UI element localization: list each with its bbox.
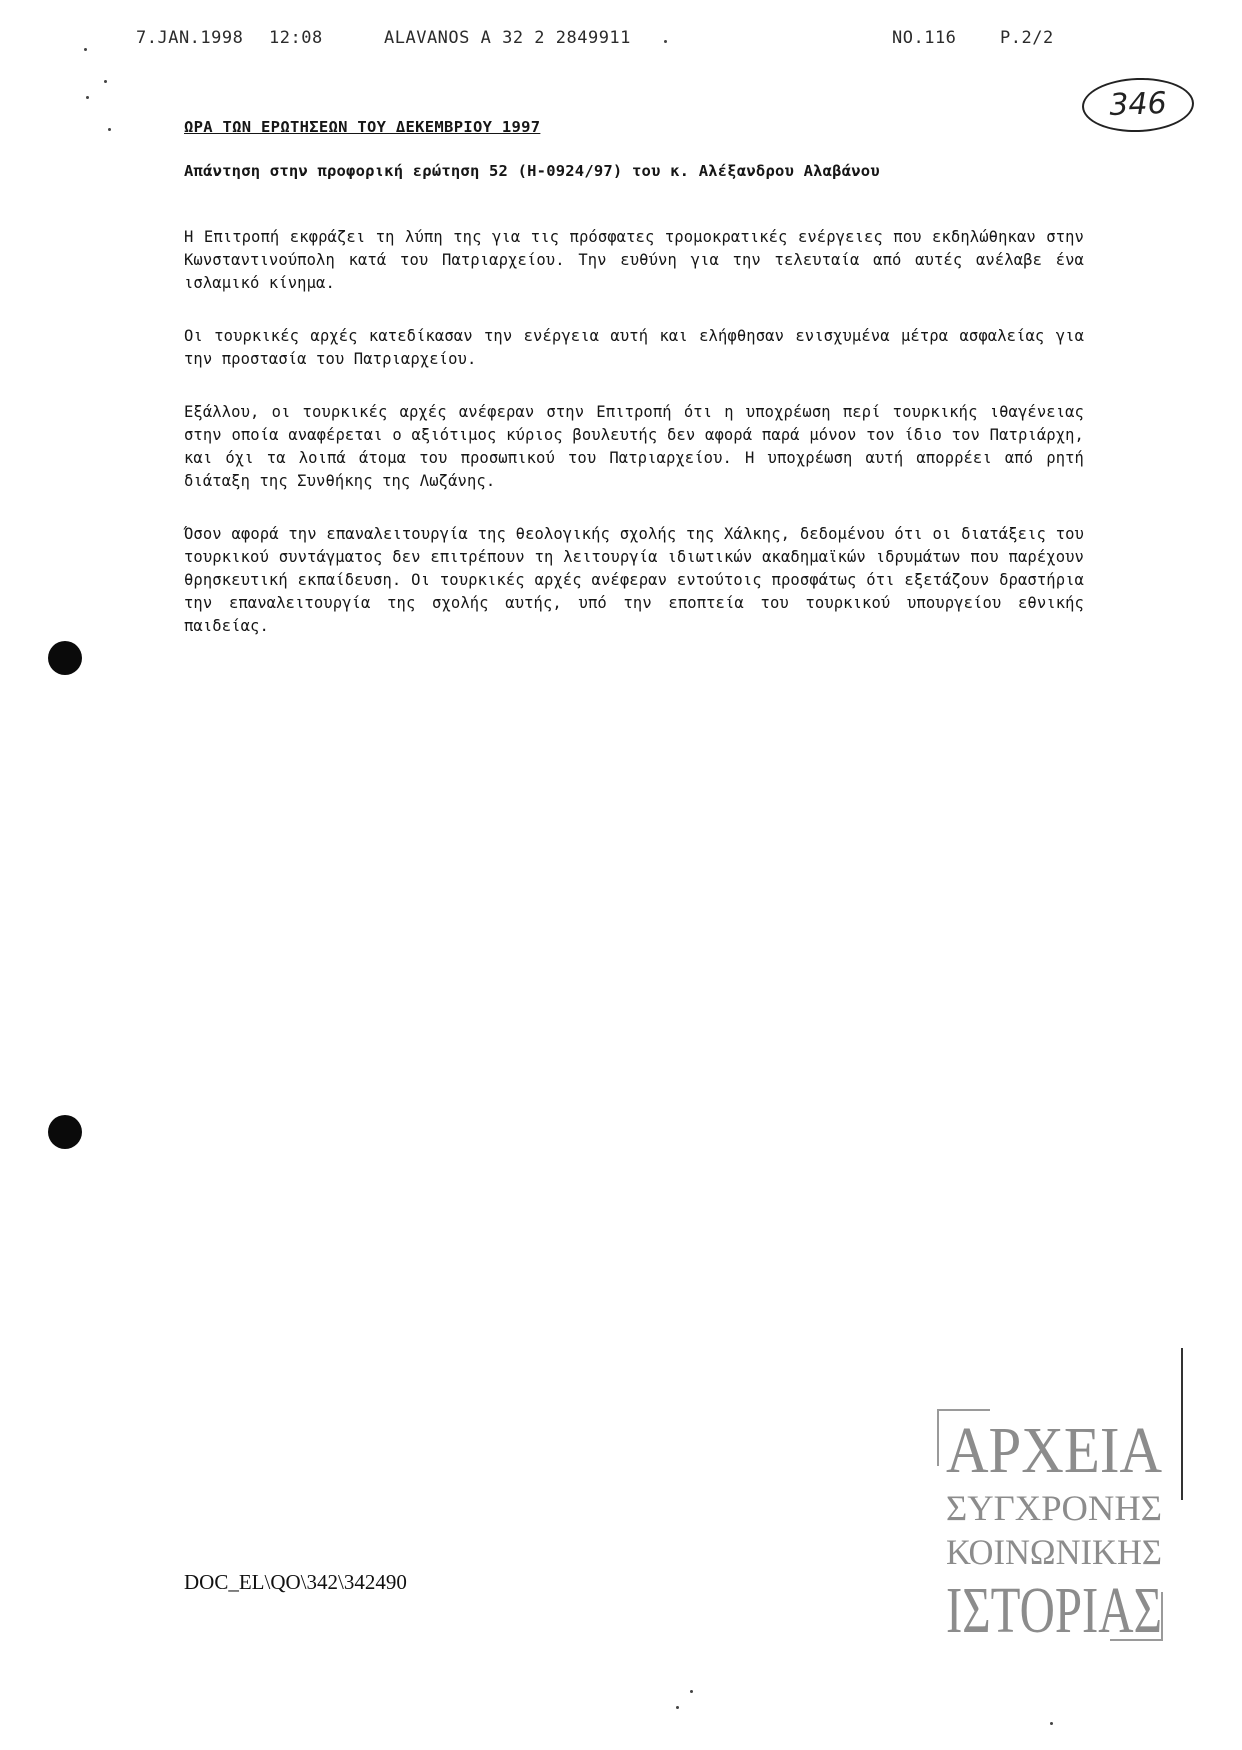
scan-speck <box>1050 1722 1053 1725</box>
scan-speck <box>108 128 111 131</box>
scan-edge-line <box>1181 1348 1183 1500</box>
fax-page: P.2/2 <box>1000 28 1054 48</box>
logo-line-3: ΚΟΙΝΩΝΙΚΗΣ <box>946 1532 1162 1572</box>
scan-speck <box>676 1706 679 1709</box>
answer-body <box>184 226 1084 668</box>
scan-speck <box>690 1690 693 1693</box>
archive-watermark-logo <box>930 1402 1170 1648</box>
paragraph: Εξάλλου, οι τουρκικές αρχές ανέφεραν στην Επιτροπή ότι η υποχρέωση περί τουρκικής ιθαγένειας στην οποία αναφέρεται ο αξιότιμος κύριος βουλευτής δεν αφορά παρά μόνον τον ίδιο τον Πατριάρχη, και όχι τα λοιπά άτομα του προσωπικού του Πατριαρχείου. Η υποχρέωση αυτή απορρέει από ρητή διάταξη της Συνθήκης της Λωζάνης. <box>184 403 1084 490</box>
logo-line-4: ΙΣΤΟΡΙΑΣ <box>946 1574 1162 1647</box>
scan-speck <box>664 40 667 43</box>
scan-speck <box>86 96 89 99</box>
paragraph: Η Επιτροπή εκφράζει τη λύπη της για τις πρόσφατες τρομοκρατικές ενέργειες που εκδηλώθηκαν στην Κωνσταντινούπολη κατά του Πατριαρχείου. Την ευθύνη για την τελευταία από αυτές ανέλαβε ένα ισλαμικό κίνημα. <box>184 228 1084 292</box>
fax-sender: ALAVANOS A 32 2 2849911 <box>384 28 631 48</box>
fax-date: 7.JAN.1998 <box>136 28 244 48</box>
fax-header <box>0 28 1242 52</box>
fax-time: 12:08 <box>269 28 323 48</box>
logo-line-2: ΣΥΓΧΡΟΝΗΣ <box>946 1488 1162 1528</box>
scan-speck <box>84 48 87 51</box>
fax-number: NO.116 <box>892 28 957 48</box>
question-subtitle: Απάντηση στην προφορική ερώτηση 52 (H-0924/97) του κ. Αλέξανδρου Αλαβάνου <box>184 162 880 180</box>
handwritten-page-number: 346 <box>1081 76 1195 134</box>
punch-hole <box>48 641 82 675</box>
paragraph: Όσον αφορά την επαναλειτουργία της θεολογικής σχολής της Χάλκης, δεδομένου ότι οι διατάξεις του τουρκικού συντάγματος δεν επιτρέπουν τη λειτουργία ιδιωτικών ακαδημαϊκών ιδρυμάτων που παρέχουν θρησκευτική εκπαίδευση. Οι τουρκικές αρχές ανέφεραν εντούτοις προσφάτως ότι εξετάζουν δραστήρια την επαναλειτουργία της σχολής αυτής, υπό την εποπτεία του τουρκικού υπουργείου εθνικής παιδείας. <box>184 525 1084 635</box>
punch-hole <box>48 1115 82 1149</box>
paragraph: Οι τουρκικές αρχές κατεδίκασαν την ενέργεια αυτή και ελήφθησαν ενισχυμένα μέτρα ασφαλείας για την προστασία του Πατριαρχείου. <box>184 327 1084 368</box>
document-reference: DOC_EL\QO\342\342490 <box>184 1570 407 1594</box>
scan-speck <box>104 80 107 83</box>
logo-line-1: ΑΡΧΕΙΑ <box>946 1414 1163 1487</box>
section-title: ΩΡΑ ΤΩΝ ΕΡΩΤΗΣΕΩΝ ΤΟΥ ΔΕΚΕΜΒΡΙΟΥ 1997 <box>184 118 541 136</box>
